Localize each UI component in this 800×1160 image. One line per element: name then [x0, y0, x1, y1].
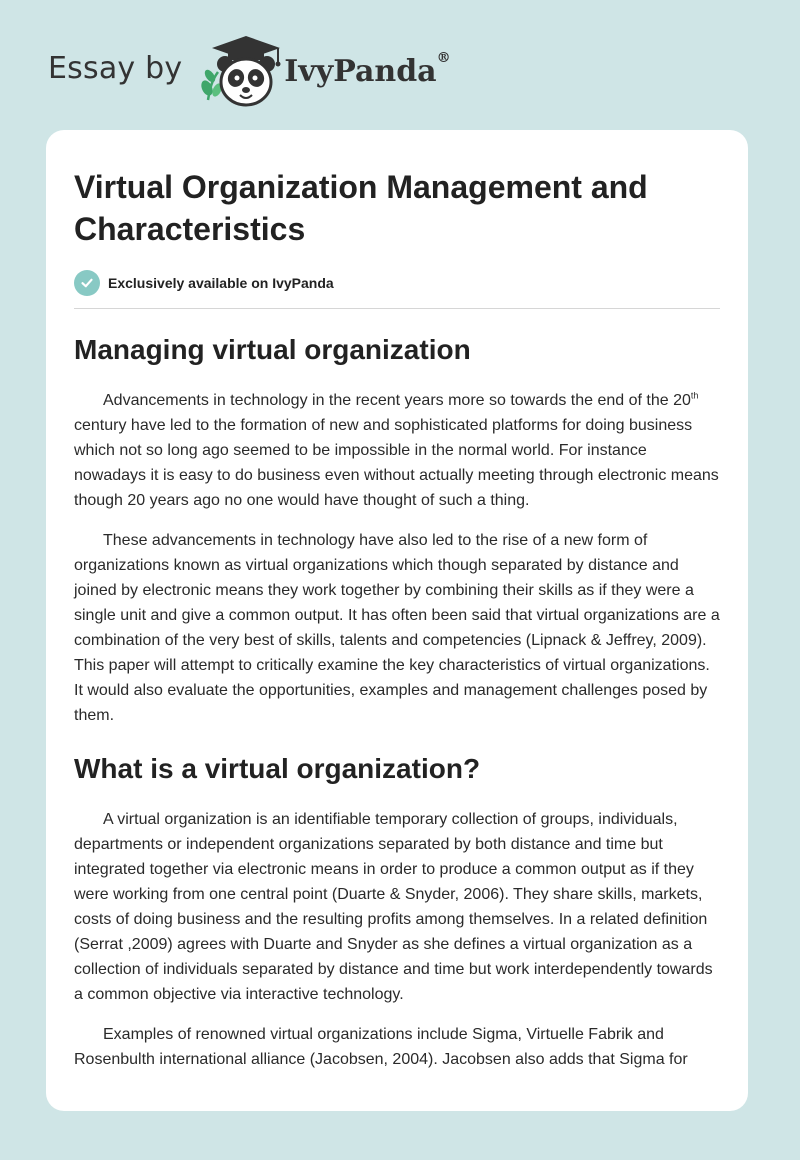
exclusive-badge: [74, 270, 720, 296]
panda-logo-icon[interactable]: [198, 30, 286, 110]
essay-card: [46, 130, 748, 1111]
brand-name-text: IvyPanda: [284, 53, 437, 89]
section-managing-virtual-organization: [74, 332, 720, 728]
site-header: [48, 30, 451, 110]
section-heading: Managing virtual organization: [74, 334, 471, 365]
brand-name[interactable]: [284, 49, 451, 89]
paragraph: These advancements in technology have also led to the rise of a new form of organizations known as virtual organizations which though separated by distance and joined by electronic means they work together by combining their skills as if they were a single unit and give a common output. It has often been said that virtual organizations are a combination of the very best of skills, talents and competencies (Lipnack & Jeffrey, 2009). This paper will attempt to critically examine the key characteristics of virtual organizations. It would also evaluate the opportunities, examples and management challenges posed by them.: [74, 532, 720, 724]
paragraph: A virtual organization is an identifiable temporary collection of groups, individuals, departments or independent organizations separated by both distance and time but integrated together via electronic means in order to produce a common output as if they were working from one central point (Duarte & Snyder, 2006). They share skills, markets, costs of doing business and the resulting profits among themselves. In a related definition (Serrat ,2009) agrees with Duarte and Snyder as she defines a virtual organization as a collection of individuals separated by distance and time but work interdependently towards a common objective via interactive technology.: [74, 811, 713, 1003]
exclusive-label: Exclusively available on IvyPanda: [108, 275, 334, 291]
paragraph: [74, 388, 720, 513]
section-what-is-virtual-organization: [74, 751, 720, 1072]
essay-by-label: Essay by: [48, 50, 183, 86]
trademark-symbol: ®: [436, 49, 451, 66]
section-heading: What is a virtual organization?: [74, 753, 481, 784]
paragraph: Examples of renowned virtual organizations include Sigma, Virtuelle Fabrik and Rosenbulth international alliance (Jacobsen, 2004). Jacobsen also adds that Sigma for: [74, 1026, 688, 1068]
paragraph-text: Advancements in technology in the recent years more so towards the end of the 20: [103, 392, 691, 409]
paragraph-text: century have led to the formation of new and sophisticated platforms for doing business which not so long ago seemed to be impossible in the normal world. For instance nowadays it is easy to do business even without actually meeting through electronic means though 20 years ago no one would have thought of such a thing.: [74, 417, 719, 509]
essay-title: Virtual Organization Management and Characteristics: [74, 169, 648, 247]
check-icon: [74, 270, 100, 296]
divider: [74, 308, 720, 309]
ordinal-suffix: th: [690, 390, 699, 401]
